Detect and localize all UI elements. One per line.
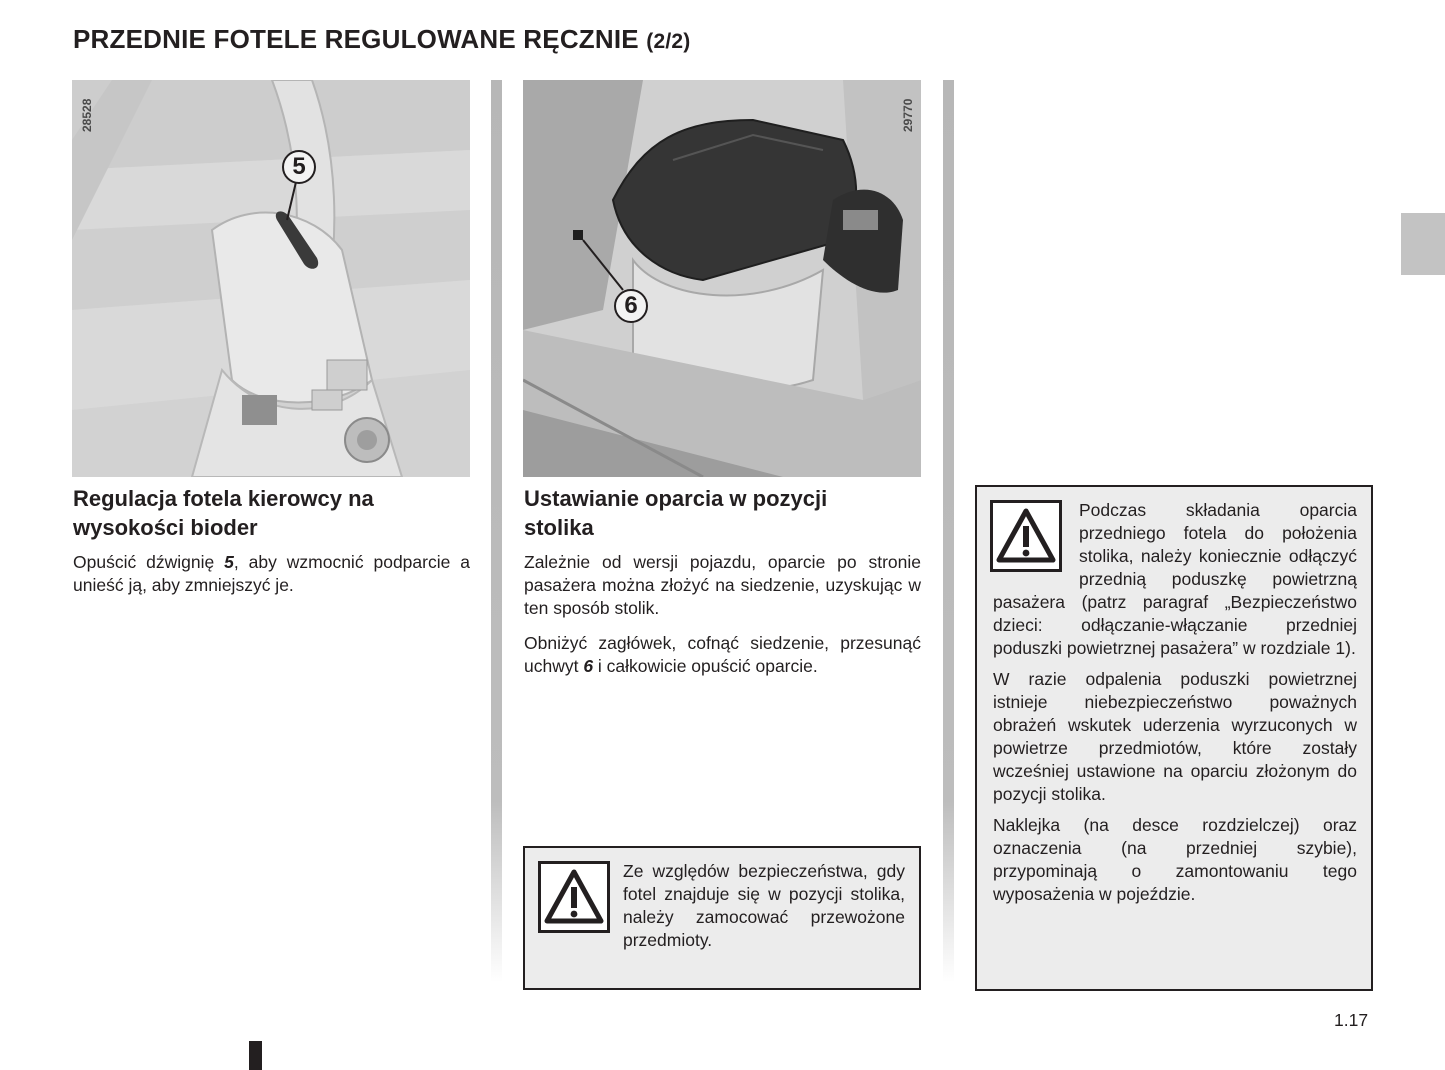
column-divider-1 <box>491 80 502 982</box>
figure-seat-height-lever <box>72 80 470 477</box>
section-heading-table-position: Ustawianie oparcia w pozycji stolika <box>524 486 828 540</box>
section-heading-hip-height: Regulacja fotela kierowcy na wysokości bioder <box>73 486 374 540</box>
section-text-hip-height: Opuścić dźwignię 5, aby wzmocnić podparcie a unieść ją, aby zmniejszyć je. <box>73 552 470 595</box>
warning-text-airbag-risk: W razie odpalenia poduszki powietrznej istnieje niebezpieczeństwo poważnych obrażeń wskutek uderzenia wyrzuconych w powietrze przedmiotów, które zostały wcześniej ustawione na oparciu złożonym do pozycji stolika. <box>993 669 1357 804</box>
callout-5: 5 <box>282 150 316 184</box>
figure-seat-table-position <box>523 80 921 477</box>
warning-box-secure-objects <box>523 846 921 990</box>
chapter-tab <box>1401 213 1445 275</box>
page-number: 1.17 <box>1334 1010 1369 1030</box>
page-title: PRZEDNIE FOTELE REGULOWANE RĘCZNIE (2/2) <box>73 24 691 54</box>
page-edge-marker <box>249 1041 262 1070</box>
callout-6: 6 <box>614 289 648 323</box>
column-divider-2 <box>943 80 954 982</box>
section-text-versions: Zależnie od wersji pojazdu, oparcie po stronie pasażera można złożyć na siedzenie, uzyskując w ten sposób stolik. <box>524 552 921 618</box>
figure-reference-number: 29770 <box>901 98 915 132</box>
warning-text-column <box>993 499 1357 906</box>
warning-text-airbag-deactivate: Podczas składania oparcia przedniego fotela do położenia stolika, należy koniecznie odłączyć przednią poduszkę powietrzną pasażera (patrz paragraf „Bezpieczeństwo dzieci: odłączanie-włączanie przedniej poduszki powietrznej pasażera” w rozdziale 1). <box>993 500 1357 658</box>
figure-reference-number: 28528 <box>80 98 94 132</box>
warning-box-airbag <box>975 485 1373 991</box>
warning-triangle-icon <box>538 861 610 938</box>
warning-text-sticker: Naklejka (na desce rozdzielczej) oraz oznaczenia (na przedniej szybie), przypominają o zamontowaniu tego wyposażenia w pojeździe. <box>993 815 1357 904</box>
warning-text-secure-objects: Ze względów bezpieczeństwa, gdy fotel znajduje się w pozycji stolika, należy zamocować przewożone przedmioty. <box>623 861 905 950</box>
section-text-procedure: Obniżyć zagłówek, cofnąć siedzenie, przesunąć uchwyt 6 i całkowicie opuścić oparcie. <box>524 633 921 676</box>
